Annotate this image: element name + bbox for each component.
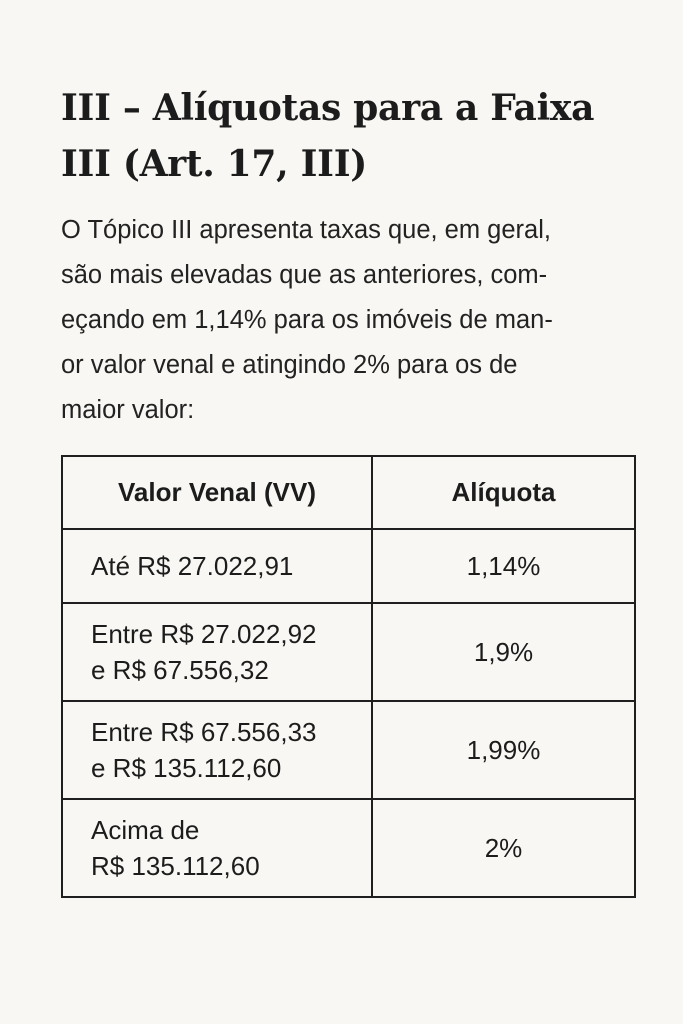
rates-table xyxy=(61,455,636,898)
intro-line: or valor venal e atingindo 2% para os de xyxy=(61,351,518,379)
table-row xyxy=(62,701,635,799)
section-title xyxy=(61,80,641,192)
aliquota-cell: 1,14% xyxy=(372,529,635,603)
valor-venal-line: Acima de xyxy=(91,815,200,845)
valor-venal-line: Entre R$ 27.022,92 xyxy=(91,619,317,649)
aliquota-cell: 1,99% xyxy=(372,701,635,799)
rates-table-body xyxy=(62,529,635,897)
valor-venal-line: e R$ 67.556,32 xyxy=(91,655,269,685)
valor-venal-line: Entre R$ 67.556,33 xyxy=(91,717,317,747)
table-row xyxy=(62,529,635,603)
valor-venal-cell xyxy=(62,529,372,603)
valor-venal-cell xyxy=(62,799,372,897)
intro-line: eçando em 1,14% para os imóveis de man- xyxy=(61,306,553,334)
column-header-aliquota: Alíquota xyxy=(372,456,635,529)
table-row xyxy=(62,799,635,897)
valor-venal-line: R$ 135.112,60 xyxy=(91,851,260,881)
valor-venal-cell xyxy=(62,603,372,701)
valor-venal-line: e R$ 135.112,60 xyxy=(91,753,282,783)
intro-line: são mais elevadas que as anteriores, com- xyxy=(61,261,548,289)
valor-venal-cell xyxy=(62,701,372,799)
intro-paragraph xyxy=(61,208,641,433)
table-header-row xyxy=(62,456,635,529)
section-title-line-1: III – Alíquotas para a Faixa xyxy=(61,87,595,129)
table-row xyxy=(62,603,635,701)
rates-table-header xyxy=(62,456,635,529)
valor-venal-line: Até R$ 27.022,91 xyxy=(91,551,294,581)
column-header-valor-venal: Valor Venal (VV) xyxy=(62,456,372,529)
section-title-line-2: III (Art. 17, III) xyxy=(61,143,367,185)
intro-line: maior valor: xyxy=(61,396,195,424)
intro-line: O Tópico III apresenta taxas que, em geral, xyxy=(61,216,551,244)
aliquota-cell: 1,9% xyxy=(372,603,635,701)
aliquota-cell: 2% xyxy=(372,799,635,897)
